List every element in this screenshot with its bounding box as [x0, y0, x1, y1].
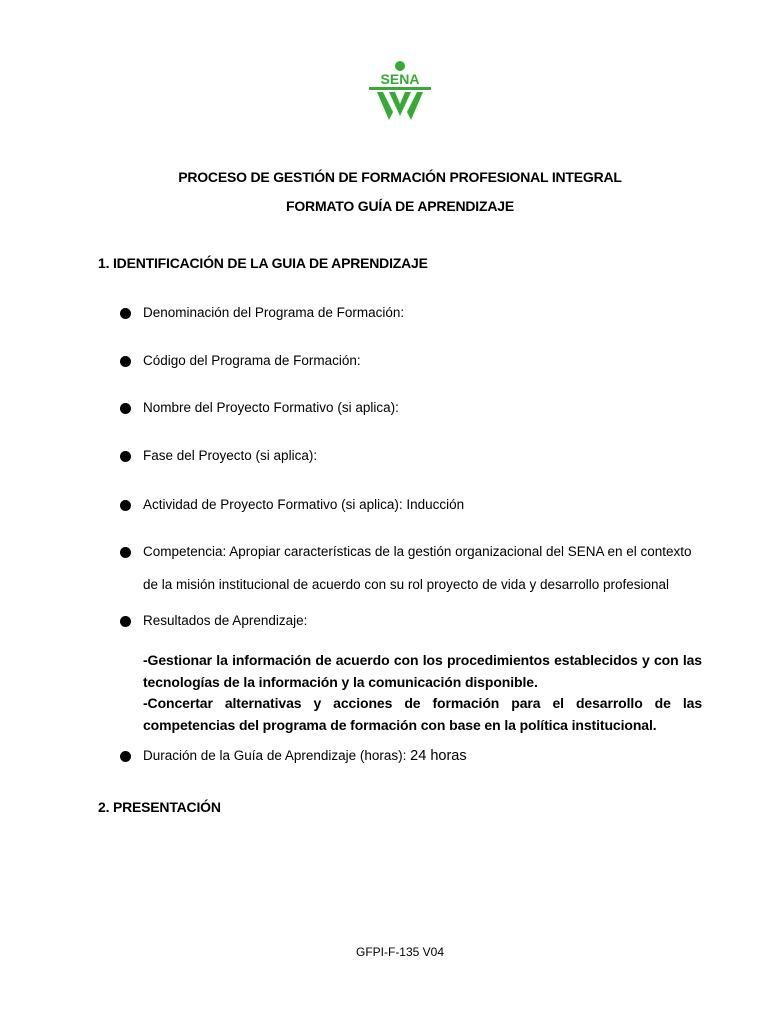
learning-result-1: -Gestionar la información de acuerdo con los procedimientos establecidos y con las tecnologías de la información y la comunicación disponible. [143, 652, 702, 690]
bullet-icon [120, 451, 131, 462]
item-label: Denominación del Programa de Formación: [143, 305, 405, 320]
item-label: Actividad de Proyecto Formativo (si aplica): Inducción [143, 497, 465, 512]
list-item-competency [120, 543, 704, 560]
list-item-learning-results [120, 612, 704, 629]
bullet-icon [120, 616, 131, 627]
bullet-icon [120, 403, 131, 414]
sena-logo-icon [367, 60, 433, 122]
list-item-program-name [120, 304, 704, 321]
bullet-icon [120, 751, 131, 762]
sena-logo [367, 60, 433, 122]
format-title: FORMATO GUÍA DE APRENDIZAJE [286, 198, 514, 214]
duration-value: 24 horas [410, 748, 467, 764]
bullet-icon [120, 308, 131, 319]
list-item-duration [120, 747, 704, 765]
bullet-icon [120, 356, 131, 367]
item-label: Fase del Proyecto (si aplica): [143, 448, 318, 463]
item-label: Resultados de Aprendizaje: [143, 613, 308, 628]
svg-text:SENA: SENA [380, 71, 420, 87]
item-label: Código del Programa de Formación: [143, 353, 361, 368]
item-label: Nombre del Proyecto Formativo (si aplica): [143, 400, 399, 415]
learning-result-2: -Concertar alternativas y acciones de formación para el desarrollo de las competencias del programa de formación con base en la política institucional. [143, 695, 702, 733]
section-1-heading: 1. IDENTIFICACIÓN DE LA GUIA DE APRENDIZAJE [98, 255, 428, 271]
process-title: PROCESO DE GESTIÓN DE FORMACIÓN PROFESIONAL INTEGRAL [178, 169, 622, 185]
bullet-icon [120, 500, 131, 511]
list-item-project-phase [120, 447, 704, 464]
item-label: Duración de la Guía de Aprendizaje (horas): [143, 748, 407, 763]
list-item-project-name [120, 399, 704, 416]
duration-line [143, 747, 704, 765]
footer-format-code: GFPI-F-135 V04 [355, 945, 445, 959]
list-item-project-activity [120, 496, 704, 513]
section-2-heading: 2. PRESENTACIÓN [98, 799, 221, 815]
list-item-program-code [120, 352, 704, 369]
competency-continuation: de la misión institucional de acuerdo con su rol proyecto de vida y desarrollo profesional [143, 577, 670, 592]
bullet-icon [120, 547, 131, 558]
item-label: Competencia: Apropiar características de la gestión organizacional del SENA en el contexto [143, 544, 692, 559]
